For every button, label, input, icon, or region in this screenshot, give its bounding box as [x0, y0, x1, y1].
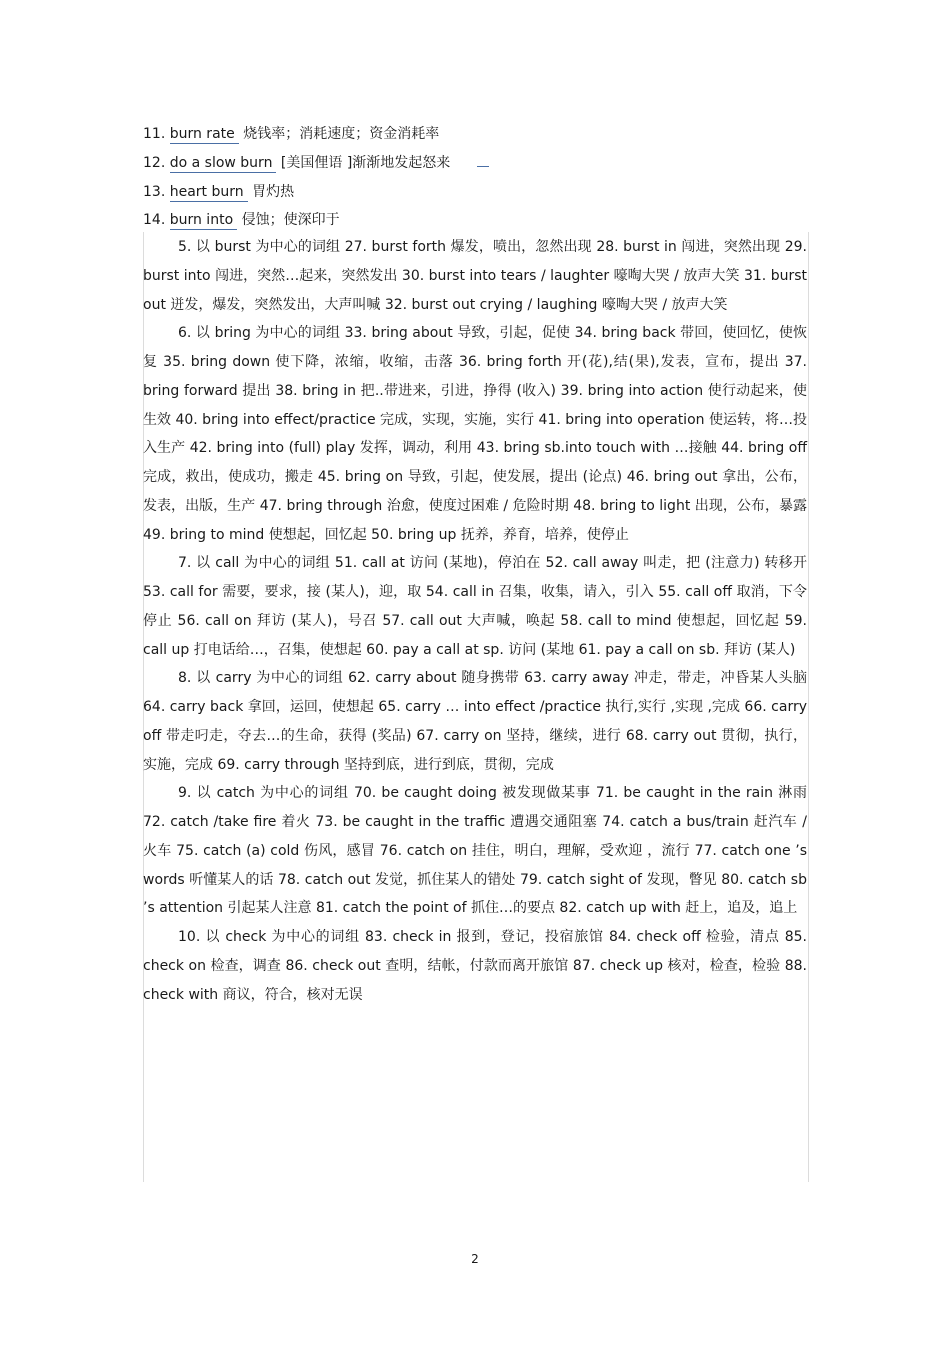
item-number: 14.: [143, 212, 166, 228]
item-number: 12.: [143, 155, 166, 171]
item-number: 11.: [143, 126, 166, 142]
vocab-item-13: [143, 183, 294, 202]
section-check: 10. 以 check 为中心的词组 83. check in 报到，登记，投宿旅馆 84. check off 检验，清点 85. check on 检查，调查 86. check out 查明，结帐，付款而离开旅馆 87. check up 核对，检查，检验 88. check with 商议，符合，核对无误: [143, 929, 807, 1003]
phrase-sections: [143, 233, 807, 1009]
section-call: 7. 以 call 为中心的词组 51. call at 访问 (某地)，停泊在 52. call away 叫走，把 (注意力) 转移开 53. call for 需要，要求，接 (某人)，迎，取 54. call in 召集，收集，请入，引入 55. call off 取消，下令停止 56. call on 拜访 (某人)，号召 57. call out 大声喊，唤起 58. call to mind 使想起，回忆起 59. call up 打电话给…，召集，使想起 60. pay a call at sp. 访问 (某地 61. pay a call on sb. 拜访 (某人): [143, 555, 807, 658]
item-meaning: 侵蚀；使深印于: [241, 212, 340, 228]
vocab-item-12: [143, 154, 489, 173]
item-term: burn into: [170, 211, 237, 230]
item-meaning: [美国俚语 ]渐渐地发起怒来: [280, 155, 451, 171]
section-carry: 8. 以 carry 为中心的词组 62. carry about 随身携带 63. carry away 冲走，带走，冲昏某人头脑 64. carry back 拿回，运回，使想起 65. carry … into effect /practice 执行,实行 ,实现 ,完成 66. carry off 带走叼走，夺去…的生命，获得 (奖品) 67. carry on 坚持，继续，进行 68. carry out 贯彻，执行，实施，完成 69. carry through 坚持到底，进行到底，贯彻，完成: [143, 670, 807, 773]
blank-underline: [477, 166, 489, 167]
vocab-item-11: [143, 125, 439, 144]
item-meaning: 烧钱率；消耗速度；资金消耗率: [243, 126, 440, 142]
vocab-item-14: [143, 211, 340, 230]
item-term: do a slow burn: [170, 154, 277, 173]
item-term: burn rate: [170, 125, 239, 144]
item-meaning: 胃灼热: [252, 184, 295, 200]
item-number: 13.: [143, 184, 166, 200]
section-bring: 6. 以 bring 为中心的词组 33. bring about 导致，引起，促使 34. bring back 带回，使回忆，使恢复 35. bring down 使下降，浓缩，收缩，击落 36. bring forth 开(花),结(果),发表，宣布，提出 37. bring forward 提出 38. bring in 把..带进来，引进，挣得 (收入) 39. bring into action 使行动起来，使生效 40. bring into effect/practice 完成，实现，实施，实行 41. bring into operation 使运转，将…投入生产 42. bring into (full) play 发挥，调动，利用 43. bring sb.into touch with …接触 44. bring off 完成，救出，使成功，搬走 45. bring on 导致，引起，使发展，提出 (论点) 46. bring out 拿出，公布，发表，出版，生产 47. bring through 治愈，使度过困难 / 危险时期 48. bring to light 出现，公布，暴露 49. bring to mind 使想起，回忆起 50. bring up 抚养，养育，培养，使停止: [143, 325, 807, 543]
page-number: 2: [471, 1252, 479, 1266]
item-term: heart burn: [170, 183, 248, 202]
section-burst: 5. 以 burst 为中心的词组 27. burst forth 爆发，喷出，忽然出现 28. burst in 闯进，突然出现 29. burst into 闯进，突然…起来，突然发出 30. burst into tears / laughter 嚎啕大哭 / 放声大笑 31. burst out 迸发，爆发，突然发出，大声叫喊 32. burst out crying / laughing 嚎啕大哭 / 放声大笑: [143, 239, 807, 313]
section-catch: 9. 以 catch 为中心的词组 70. be caught doing 被发现做某事 71. be caught in the rain 淋雨 72. catch /take fire 着火 73. be caught in the traffic 遭遇交通阻塞 74. catch a bus/train 赶汽车 / 火车 75. catch (a) cold 伤风，感冒 76. catch on 挂住，明白，理解，受欢迎 ，流行 77. catch one ’s words 听懂某人的话 78. catch out 发觉，抓住某人的错处 79. catch sight of 发现，瞥见 80. catch sb ’s attention 引起某人注意 81. catch the point of 抓住…的要点 82. catch up with 赶上，追及，追上: [143, 785, 807, 917]
